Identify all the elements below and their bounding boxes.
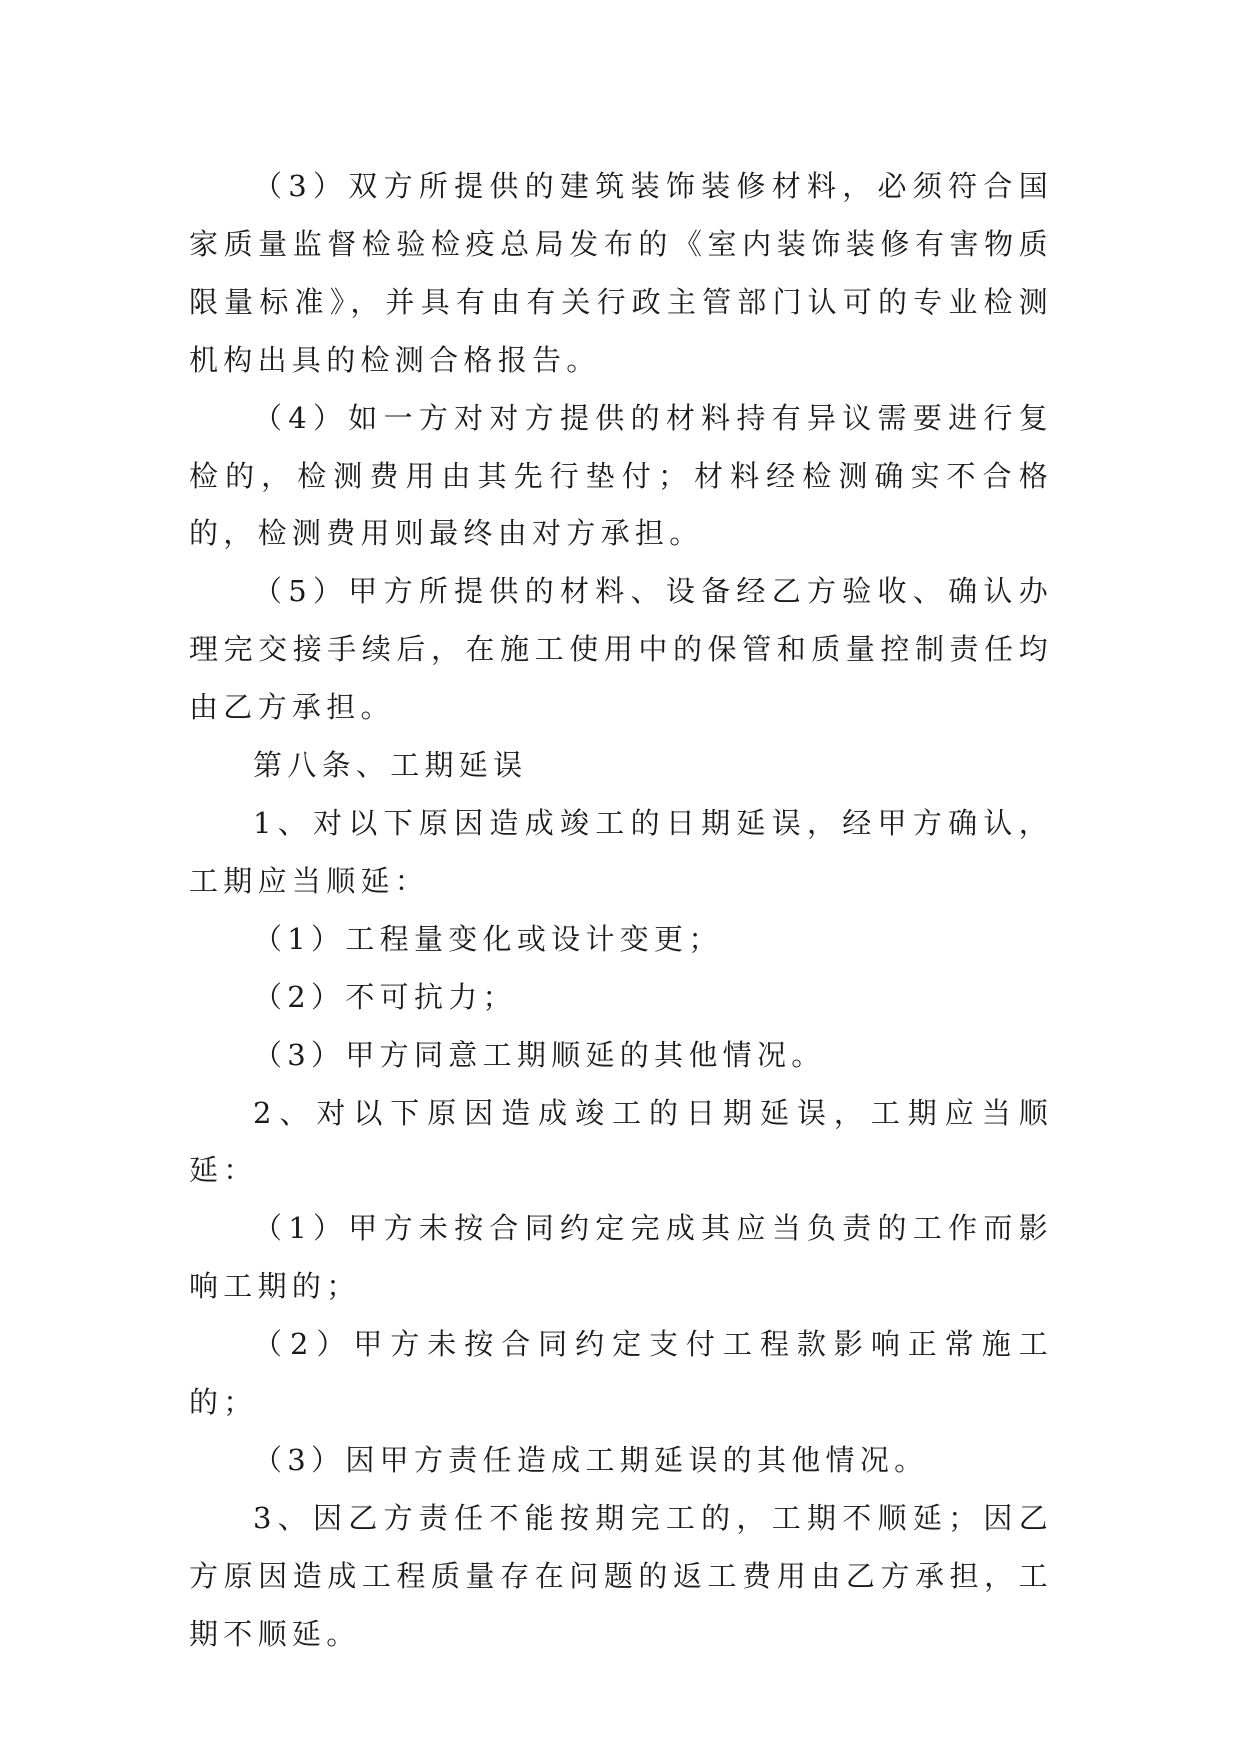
article-8-heading: 第八条、工期延误 [253, 748, 528, 783]
clause-8-1-2-item: （2）不可抗力； [253, 979, 517, 1014]
clause-8-2-1-item: （1）甲方未按合同约定完成其应当负责的工作而影响工期的； [189, 1211, 1053, 1304]
clause-8-3-paragraph: 3、因乙方责任不能按期完工的，工期不顺延；因乙方原因造成工程质量存在问题的返工费用由乙方承担，工期不顺延。 [189, 1500, 1053, 1651]
clause-7-5-paragraph: （5）甲方所提供的材料、设备经乙方验收、确认办理完交接手续后，在施工使用中的保管和质量控制责任均由乙方承担。 [189, 574, 1053, 725]
clause-8-1-3-item: （3）甲方同意工期顺延的其他情况。 [253, 1037, 826, 1072]
clause-8-2-paragraph: 2、对以下原因造成竣工的日期延误，工期应当顺延： [189, 1095, 1053, 1188]
clause-8-2-2-item: （2）甲方未按合同约定支付工程款影响正常施工的； [189, 1327, 1053, 1420]
clause-8-2-3-item: （3）因甲方责任造成工期延误的其他情况。 [253, 1442, 929, 1477]
clause-8-1-paragraph: 1、对以下原因造成竣工的日期延误，经甲方确认，工期应当顺延： [189, 805, 1053, 898]
document-body [189, 158, 1053, 1664]
clause-7-4-paragraph: （4）如一方对对方提供的材料持有异议需要进行复检的，检测费用由其先行垫付；材料经检测确实不合格的，检测费用则最终由对方承担。 [189, 400, 1053, 551]
clause-7-3-paragraph: （3）双方所提供的建筑装饰装修材料，必须符合国家质量监督检验检疫总局发布的《室内装饰装修有害物质限量标准》，并具有由有关行政主管部门认可的专业检测机构出具的检测合格报告。 [189, 169, 1053, 377]
clause-8-1-1-item: （1）工程量变化或设计变更； [253, 921, 723, 956]
